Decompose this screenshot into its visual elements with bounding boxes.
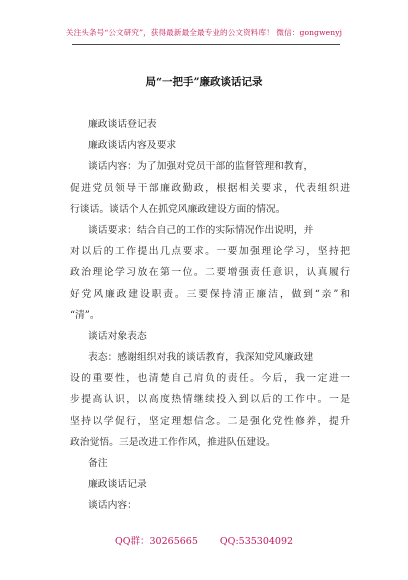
header-divider: [72, 44, 340, 45]
paragraph-line: “清”。: [70, 309, 100, 321]
paragraph-line: 好党风廉政建设职责。三要保持清正廉洁，做到“亲”和: [70, 288, 350, 300]
paragraph-line: 谈话内容：: [88, 500, 137, 512]
paragraph-line: 政治觉悟。三是改进工作作风，推进队伍建设。: [70, 436, 276, 448]
document-title: 局“一把手”廉政谈话记录: [145, 76, 263, 88]
document-body: [70, 114, 350, 517]
footer-qq-group: QQ群：30265665: [114, 536, 198, 547]
paragraph-line: 谈话内容：为了加强对党员干部的监督管理和教育，: [88, 161, 314, 173]
paragraph-line: 步提高认识，以高度热情继续投入到以后的工作中。一是: [70, 394, 350, 406]
footer-contact: [0, 533, 408, 547]
paragraph-line: 备注: [88, 458, 108, 469]
footer-qq-number: QQ:535304092: [219, 536, 294, 547]
paragraph-line: 廉政谈话登记表: [88, 119, 157, 130]
paragraph-line: 设的重要性，也清楚自己肩负的责任。今后，我一定进一: [70, 373, 350, 385]
paragraph-line: 促进党员领导干部廉政勤政，根据相关要求，代表组织进: [70, 182, 350, 194]
paragraph-line: 谈话对象表态: [88, 330, 147, 342]
paragraph-line: 坚持以学促行，坚定理想信念。二是强化党性修养，提升: [70, 415, 350, 427]
paragraph-line: 廉政谈话内容及要求: [88, 140, 177, 152]
header-banner: 关注头条号“公文研究”，获得最新最全最专业的公文资料库！ 微信：gongwenyj: [65, 28, 343, 37]
paragraph-line: 对以后的工作提出几点要求。一要加强理论学习，坚持把: [70, 246, 350, 258]
paragraph-line: 行谈话。谈话个人在抓党风廉政建设方面的情况。: [70, 203, 286, 215]
paragraph-line: 廉政谈话记录: [88, 479, 147, 491]
paragraph-line: 政治理论学习放在第一位。二要增强责任意识，认真履行: [70, 267, 350, 279]
paragraph-line: 谈话要求：结合自己的工作的实际情况作出说明，并: [88, 224, 314, 236]
paragraph-line: 表态：感谢组织对我的谈话教育，我深知党风廉政建: [88, 352, 314, 364]
